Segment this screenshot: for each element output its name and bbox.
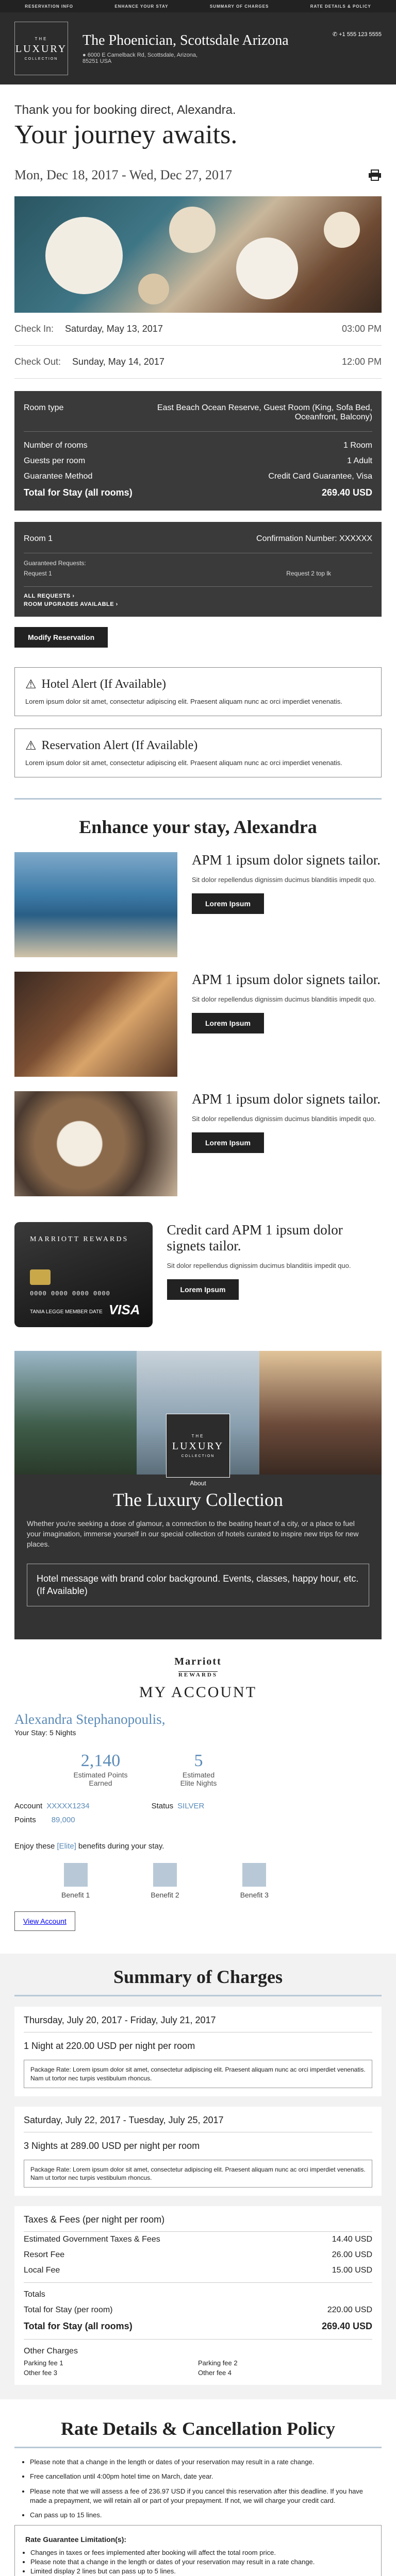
enhance-card-1: APM 1 ipsum dolor signets tailor. Sit dolor repellendus dignissim ducimus blanditiis impedit quo. Lorem Ipsum xyxy=(14,852,382,957)
charge-block-1: Thursday, July 20, 2017 - Friday, July 21, 2017 1 Night at 220.00 USD per night per room Package Rate: Lorem ipsum dolor sit amet, consectetur adipiscing elit. Praesent aliquam nunc ac orci imperdiet venenatis. Nam ut tortor nec turpis vestibulum rhoncus. xyxy=(14,2007,382,2096)
my-account: Alexandra Stephanopoulis, Your Stay: 5 Nights 2,140 Estimated Points Earned 5 Estimated Elite Nights Account XXXXX1234 Status SILVER Points 89,000 Enjoy these [Elite] benefits during your stay. Benefit 1 Benefit 2 Benefit 3 View Account xyxy=(0,1711,396,1931)
guarantee-row: Guarantee Method Credit Card Guarantee, Visa xyxy=(24,472,372,481)
phone-icon: ✆ xyxy=(332,31,339,38)
credit-card-offer: MARRIOTT REWARDS 0000 0000 0000 0000 TANIA LEGGE MEMBER DATE VISA Credit card APM 1 ipsum dolor signets tailor. Sit dolor repellendus dignissim ducimus blanditiis impedit quo. Lorem Ipsum xyxy=(14,1222,382,1327)
elite-nights-stat: 5 Estimated Elite Nights xyxy=(180,1751,217,1788)
nav-summary-of-charges[interactable]: SUMMARY OF CHARGES xyxy=(209,4,269,9)
card-button[interactable]: Lorem Ipsum xyxy=(192,1132,264,1153)
charge-block-2: Saturday, July 22, 2017 - Tuesday, July 25, 2017 3 Nights at 289.00 USD per night per room Package Rate: Lorem ipsum dolor sit amet, consectetur adipiscing elit. Praesent aliquam nunc ac orci imperdiet venenatis. Nam ut tortor nec turpis vestibulum rhoncus. xyxy=(14,2107,382,2196)
nav-enhance-your-stay[interactable]: ENHANCE YOUR STAY xyxy=(114,4,169,9)
credit-card-button[interactable]: Lorem Ipsum xyxy=(167,1279,239,1300)
chip-icon xyxy=(30,1269,51,1285)
alert-icon: ⚠ xyxy=(25,678,37,691)
stay-dates: Mon, Dec 18, 2017 - Wed, Dec 27, 2017 xyxy=(14,167,382,183)
rate-guarantee-box: Rate Guarantee Limitation(s): • Changes in taxes or fees implemented after booking will affect the total room price. • Please note that a change in the length or dates of your reservation may result in a rate change. • Limited display 2 lines but can pass up to 5 lines. xyxy=(14,2525,382,2576)
location-pin-icon: ● xyxy=(82,52,88,58)
benefit-3: Benefit 3 xyxy=(240,1863,269,1899)
nav-rate-details[interactable]: RATE DETAILS & POLICY xyxy=(310,4,371,9)
luxury-title: The Luxury Collection xyxy=(113,1489,283,1511)
hotel-phone[interactable]: ✆ +1 555 123 5555 xyxy=(332,31,382,38)
luxury-collection-logo: THE LUXURY COLLECTION xyxy=(166,1414,230,1478)
card-image xyxy=(14,1091,177,1196)
alert-icon: ⚠ xyxy=(25,739,37,753)
benefit-2: Benefit 2 xyxy=(151,1863,179,1899)
enhance-title: Enhance your stay, Alexandra xyxy=(79,817,317,838)
benefit-icon xyxy=(242,1863,266,1887)
reservation-alert: ⚠ Reservation Alert (If Available) Lorem ipsum dolor sit amet, consectetur adipiscing elit. Praesent aliquam nunc ac orci imperdiet venenatis. xyxy=(14,728,382,777)
hotel-alert: ⚠ Hotel Alert (If Available) Lorem ipsum dolor sit amet, consectetur adipiscing elit. Praesent aliquam nunc ac orci imperdiet venenatis. xyxy=(14,667,382,716)
top-nav xyxy=(0,0,396,12)
hotel-info xyxy=(82,32,289,64)
hero-image xyxy=(14,196,382,313)
room-confirmation-row: Room 1 Confirmation Number: XXXXXX xyxy=(24,534,372,543)
guests-row: Guests per room 1 Adult xyxy=(24,456,372,465)
room-upgrades-link[interactable]: ROOM UPGRADES AVAILABLE › xyxy=(24,601,118,607)
hotel-header xyxy=(0,12,396,84)
greeting: Thank you for booking direct, Alexandra. xyxy=(14,103,236,117)
enhance-card-2: APM 1 ipsum dolor signets tailor. Sit dolor repellendus dignissim ducimus blanditiis impedit quo. Lorem Ipsum xyxy=(14,972,382,1077)
summary-of-charges: Summary of Charges Thursday, July 20, 2017 - Friday, July 21, 2017 1 Night at 220.00 USD per night per room Package Rate: Lorem ipsum dolor sit amet, consectetur adipiscing elit. Praesent aliquam nunc ac orci imperdiet venenatis. Nam ut tortor nec turpis vestibulum rhoncus. Saturday, July 22, 2017 - Tuesday, July 25, 2017 3 Nights at 289.00 USD per night per room Package Rate: Lorem ipsum dolor sit amet, consectetur adipiscing elit. Praesent aliquam nunc ac orci imperdiet venenatis. Nam ut tortor nec turpis vestibulum rhoncus. Taxes & Fees (per night per room) Estimated Government Taxes & Fees 14.40 USD Resort Fee 26.00 USD Local Fee 15.00 USD Totals Total for Stay (per room) 220.00 USD Total for Stay (all rooms) 269.40 USD Other Charges Parking fee 1 Parking fee 2 Other fee 3 Other fee 4 xyxy=(0,1954,396,2399)
benefit-icon xyxy=(153,1863,177,1887)
hotel-address[interactable]: ● 6000 E Camelback Rd, Scottsdale, Arizona, 85251 USA xyxy=(82,52,198,64)
all-requests-link[interactable]: ALL REQUESTS › xyxy=(24,593,75,599)
reservation-summary xyxy=(14,391,382,511)
policy-title: Rate Details & Cancellation Policy xyxy=(14,2418,382,2448)
num-rooms-row: Number of rooms 1 Room xyxy=(24,441,372,450)
hotel-message-box: Hotel message with brand color background. Events, classes, happy hour, etc. (If Available) xyxy=(27,1564,369,1606)
taxes-and-totals: Taxes & Fees (per night per room) Estimated Government Taxes & Fees 14.40 USD Resort Fee 26.00 USD Local Fee 15.00 USD Totals Total for Stay (per room) 220.00 USD Total for Stay (all rooms) 269.40 USD Other Charges Parking fee 1 Parking fee 2 Other fee 3 Other fee 4 xyxy=(14,2206,382,2385)
nav-reservation-info[interactable]: RESERVATION INFO xyxy=(25,4,73,9)
benefit-icon xyxy=(64,1863,88,1887)
room-details: Room 1 Confirmation Number: XXXXXX Guaranteed Requests: Request 1 Request 2 top lk ALL REQUESTS › ROOM UPGRADES AVAILABLE › xyxy=(14,522,382,617)
status-value: SILVER xyxy=(177,1802,205,1811)
enhance-card-3: APM 1 ipsum dolor signets tailor. Sit dolor repellendus dignissim ducimus blanditiis impedit quo. Lorem Ipsum xyxy=(14,1091,382,1196)
account-number[interactable]: XXXXX1234 xyxy=(46,1802,90,1811)
check-in-row: Check In: Saturday, May 13, 2017 03:00 PM xyxy=(14,313,382,346)
modify-reservation-button[interactable]: Modify Reservation xyxy=(14,627,108,648)
benefit-1: Benefit 1 xyxy=(61,1863,90,1899)
print-icon[interactable] xyxy=(368,170,382,181)
hotel-name[interactable]: The Phoenician, Scottsdale Arizona xyxy=(82,32,289,48)
total-row: Total for Stay (all rooms) 269.40 USD xyxy=(24,487,372,498)
room-type-row: Room type East Beach Ocean Reserve, Guest Room (King, Sofa Bed, Oceanfront, Balcony) xyxy=(24,403,372,421)
policy-list: • Please note that a change in the length or dates of your reservation may result in a rate change. • Free cancellation until 4:00pm hotel time on March, date year. • Please note that we will assess a fee of 236.97 USD if you cancel this reservation after this deadline. If you have made a prepayment, we will retain all or part of your prepayment. If not, we will charge your credit card. • Can pass up to 15 lines. xyxy=(0,2448,396,2520)
card-image xyxy=(14,972,177,1077)
credit-card-image: MARRIOTT REWARDS 0000 0000 0000 0000 TANIA LEGGE MEMBER DATE VISA xyxy=(14,1222,153,1327)
view-account-button[interactable]: View Account xyxy=(14,1911,75,1931)
luxury-collection-logo: THE LUXURY COLLECTION xyxy=(14,22,68,75)
headline: Your journey awaits. xyxy=(14,120,238,149)
marriott-rewards-header: Marriott REWARDS MY ACCOUNT xyxy=(0,1639,396,1701)
card-image xyxy=(14,852,177,957)
card-button[interactable]: Lorem Ipsum xyxy=(192,1013,264,1033)
marriott-rewards-logo: Marriott REWARDS xyxy=(174,1656,222,1679)
points-earned-stat: 2,140 Estimated Points Earned xyxy=(73,1751,128,1788)
card-button[interactable]: Lorem Ipsum xyxy=(192,893,264,914)
check-out-row: Check Out: Sunday, May 14, 2017 12:00 PM xyxy=(14,346,382,379)
luxury-collection-section: THE LUXURY COLLECTION About The Luxury Collection Whether you're seeking a dose of glamour, a connection to the beating heart of a city, or a place to fuel your imagination, immerse yourself in our special collection of hotels curated to inspire new trips for new places. Hotel message with brand color background. Events, classes, happy hour, etc. (If Available) xyxy=(14,1351,382,1639)
